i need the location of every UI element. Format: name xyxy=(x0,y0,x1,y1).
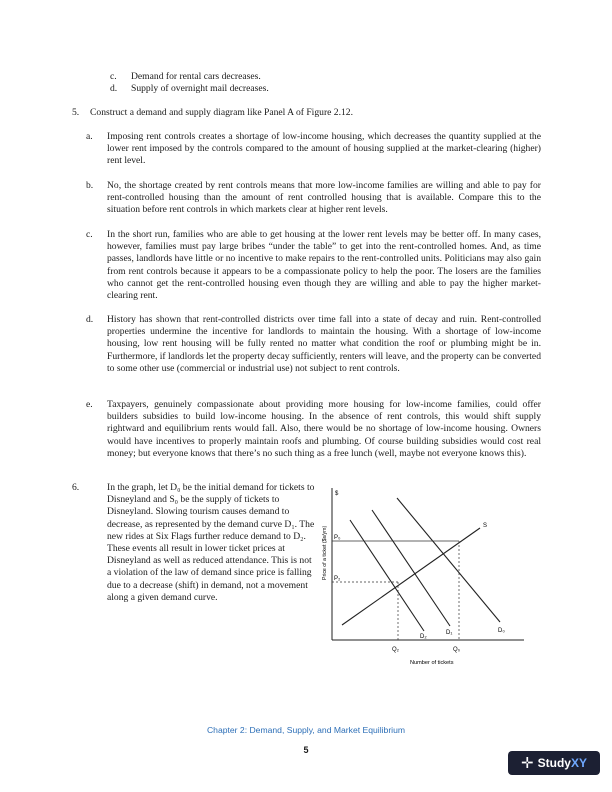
question-5-prompt: Construct a demand and supply diagram like Panel A of Figure 2.12. xyxy=(90,107,353,118)
prev-item-d xyxy=(110,83,551,95)
prev-item-c xyxy=(110,71,551,83)
q2-label: Q₂ xyxy=(392,647,399,653)
y-axis-label: Price of a ticket ($s/ym) xyxy=(322,525,328,580)
studyxy-logo xyxy=(508,751,600,775)
item-label: a. xyxy=(86,131,93,142)
q5-item-e xyxy=(86,399,541,460)
y-axis-top-label: $ xyxy=(335,491,339,497)
demand-supply-graph xyxy=(312,480,532,670)
q0-label: Q₀ xyxy=(453,647,461,653)
item-label: d. xyxy=(86,314,94,325)
q5-item-d xyxy=(86,314,541,375)
demand-curve-d1 xyxy=(372,510,450,626)
q5-item-c xyxy=(86,229,541,302)
item-text: Demand for rental cars decreases. xyxy=(131,71,261,82)
p0-label: P₀ xyxy=(334,535,341,541)
question-5-number: 5. xyxy=(72,107,80,118)
supply-label: S xyxy=(483,523,488,529)
demand-label-d1: D₁ xyxy=(446,630,453,636)
demand-label-d0: D₀ xyxy=(498,628,505,634)
question-6-text: In the graph, let D₀ be the initial demand for tickets to Disneyland and S₀ be the supply of tickets to Disneyland. Slowing tourism causes demand to decrease, as represented by the demand curve D₁. The new rides at Six Flags further reduce demand to D₂. These events all result in lower ticket prices at Disneyland as well as reduced attendance. This is not a violation of the law of demand since price is falling due to a decrease (shift) in demand, not a movement along a given demand curve. xyxy=(107,482,315,603)
demand-label-d2: D₂ xyxy=(420,634,427,640)
item-label: b. xyxy=(86,180,94,191)
item-text: History has shown that rent-controlled districts over time fall into a state of decay and ruin. Rent-controlled properties undermine the incentive for landlords to maintain the housing. With a shortage of low-income housing, low rent housing will be fully rented no matter what condition the roof or plumbing might be in. Furthermore, if landlords let the property decay sufficiently, renters will leave, and the property can be converted to some other use (commercial or industrial use) not subject to rent controls. xyxy=(107,314,541,374)
chapter-footer: Chapter 2: Demand, Supply, and Market Equilibrium xyxy=(206,725,406,735)
item-label: e. xyxy=(86,399,93,410)
item-text: Supply of overnight mail decreases. xyxy=(131,83,269,94)
x-axis-label: Number of tickets xyxy=(410,660,454,666)
item-label: d. xyxy=(110,83,118,94)
item-text: In the short run, families who are able to get housing at the lower rent levels may be better off. In many cases, however, families must pay large bribes “under the table” to get into the rent-controlled homes. And, as time passes, landlords have little or no incentive to make repairs to the rent-controlled units. Politicians may also gain from rent controls because it appears to be a compassionate policy to help the poor. The losers are the families who cannot get the rent-controlled housing even though they are willing and able to pay the higher market-clearing rent. xyxy=(107,229,541,302)
brand-name: StudyXY xyxy=(537,756,587,770)
plus-icon: ✛ xyxy=(521,755,534,772)
item-text: Imposing rent controls creates a shortage of low-income housing, which decreases the quantity supplied at the lower rent imposed by the controls compared to the amount of housing supplied at the market-clearing (higher) rent level. xyxy=(107,131,541,167)
item-text: Taxpayers, genuinely compassionate about providing more housing for low-income families, could offer builders subsidies to build low-income housing. In the absence of rent controls, this would shift supply rightward and equilibrium rents would fall. Also, there would be no shortage of low-income housing. Owners would have incentives to properly maintain roofs and plumbing. Of course building subsidies would cost real money; but everyone knows that there’s no such thing as a free lunch (well, maybe not everyone knows this). xyxy=(107,399,541,459)
q5-item-a xyxy=(86,131,541,168)
p2-label: P₂ xyxy=(334,576,341,582)
item-label: c. xyxy=(86,229,93,240)
item-label: c. xyxy=(110,71,117,82)
item-text: No, the shortage created by rent controls means that more low-income families are willing and able to pay for rent-controlled housing than the amount of rent controlled housing that is available. Compare this to the situation before rent controls in which markets clear at higher rent levels. xyxy=(107,180,541,216)
question-6-number: 6. xyxy=(72,482,80,493)
page-number: 5 xyxy=(303,745,309,755)
q5-item-b xyxy=(86,180,541,217)
demand-curve-d0 xyxy=(397,498,500,622)
